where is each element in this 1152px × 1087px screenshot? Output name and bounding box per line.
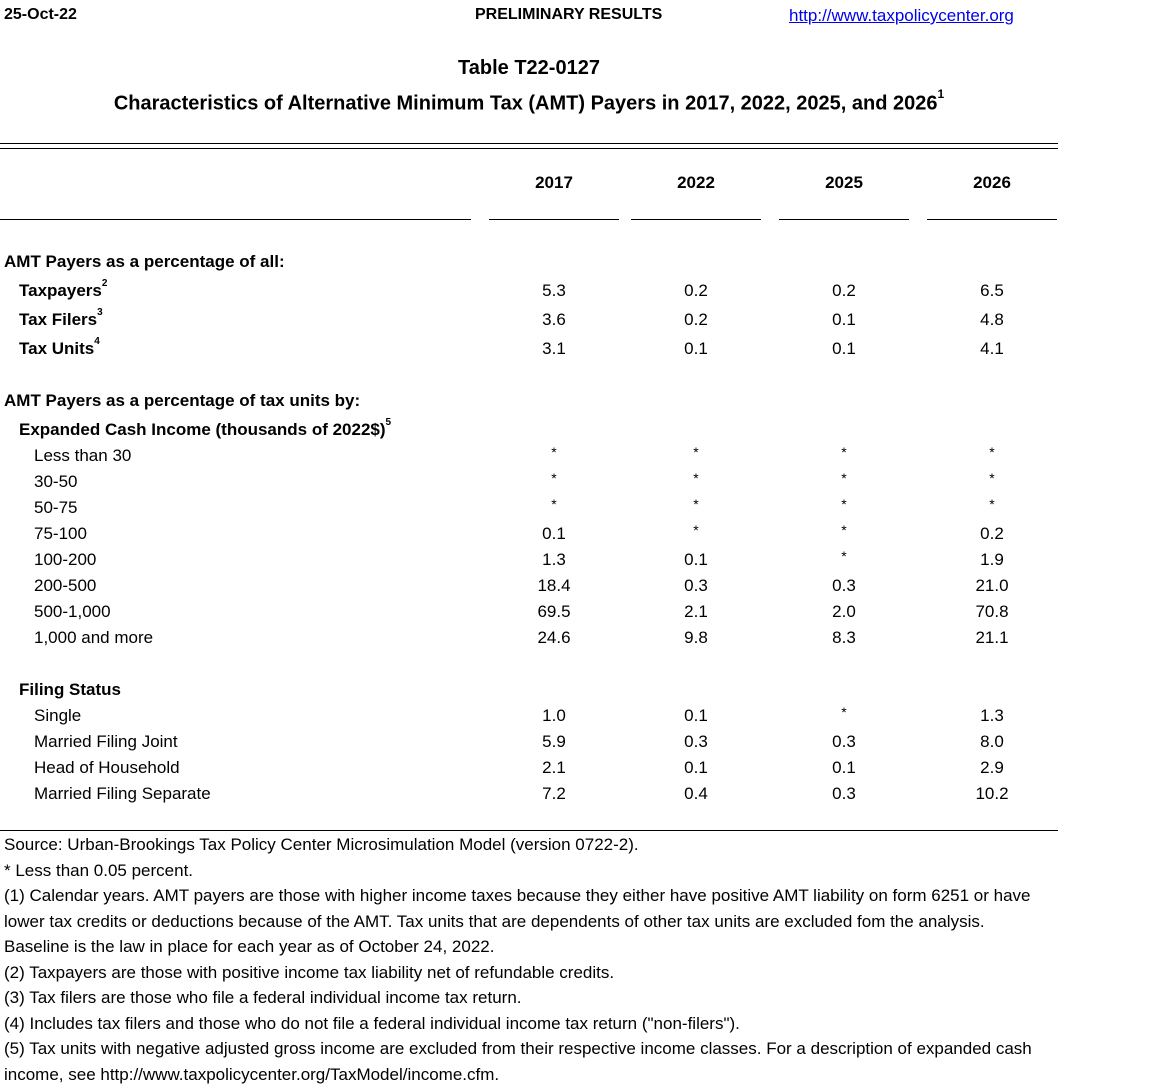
table-row <box>0 498 1058 524</box>
row-label: Married Filing Separate <box>34 784 211 803</box>
cell-2017: * <box>551 470 557 486</box>
column-header-2022: 2022 <box>677 173 715 192</box>
cell-2022: 0.1 <box>684 758 708 777</box>
table-title-footnote: 1 <box>937 87 945 101</box>
cell-2022: 2.1 <box>684 602 708 621</box>
cell-2025: * <box>841 470 847 486</box>
row-label-text: Tax Filers <box>19 310 98 329</box>
header-underline-label <box>0 219 471 220</box>
column-header-2025: 2025 <box>825 173 863 192</box>
header-underline-2017 <box>489 219 619 220</box>
header-underline-2022 <box>631 219 761 220</box>
cell-2026: 10.2 <box>975 784 1009 803</box>
table-title <box>0 87 1058 116</box>
cell-2026: 2.9 <box>980 758 1004 777</box>
section-heading-text: AMT Payers as a percentage of all: <box>4 252 285 271</box>
row-footnote: 4 <box>94 336 100 348</box>
subheading-footnote: 5 <box>385 417 392 429</box>
table-row <box>0 472 1058 498</box>
cell-2025: 0.3 <box>832 784 856 803</box>
subheading-label <box>19 417 392 440</box>
cell-2022: 9.8 <box>684 628 708 647</box>
header-underline-2026 <box>927 219 1057 220</box>
page-header <box>0 4 1058 28</box>
footnotes <box>4 832 1054 1087</box>
section-heading-tax-units <box>0 391 1058 417</box>
cell-2025: * <box>841 444 847 460</box>
cell-2025: 0.1 <box>832 310 856 329</box>
row-label-text: Taxpayers <box>19 281 102 300</box>
row-label: Married Filing Joint <box>34 732 178 751</box>
cell-2017: 0.1 <box>542 524 566 543</box>
cell-2017: 3.1 <box>542 339 566 358</box>
cell-2022: 0.1 <box>684 550 708 569</box>
footnote-3: (3) Tax filers are those who file a federal individual income tax return. <box>4 988 522 1007</box>
table-row <box>0 576 1058 602</box>
cell-2026: * <box>989 496 995 512</box>
row-label: 75-100 <box>34 524 87 543</box>
cell-2025: 0.1 <box>832 339 856 358</box>
cell-2025: 0.1 <box>832 758 856 777</box>
cell-2022: 0.3 <box>684 576 708 595</box>
row-label: 100-200 <box>34 550 97 569</box>
section-heading-text: AMT Payers as a percentage of tax units by: <box>4 391 361 410</box>
cell-2022: 0.3 <box>684 732 708 751</box>
cell-2017: 1.3 <box>542 550 566 569</box>
source-note: Source: Urban-Brookings Tax Policy Center Microsimulation Model (version 0722-2). <box>4 835 639 854</box>
cell-2017: 7.2 <box>542 784 566 803</box>
cell-2017: 69.5 <box>537 602 571 621</box>
cell-2026: 6.5 <box>980 281 1004 300</box>
table-row <box>0 307 1058 336</box>
cell-2022: 0.2 <box>684 281 708 300</box>
cell-2026: 8.0 <box>980 732 1004 751</box>
header-underline-2025 <box>779 219 909 220</box>
table-top-rule <box>0 143 1058 149</box>
row-footnote: 3 <box>97 307 103 319</box>
cell-2026: 70.8 <box>975 602 1009 621</box>
website-link[interactable]: http://www.taxpolicycenter.org <box>789 6 1014 25</box>
cell-2026: * <box>989 470 995 486</box>
cell-2017: * <box>551 444 557 460</box>
cell-2025: 2.0 <box>832 602 856 621</box>
table-row <box>0 706 1058 732</box>
row-footnote: 2 <box>101 278 108 290</box>
table-row <box>0 446 1058 472</box>
cell-2026: 4.1 <box>980 339 1004 358</box>
cell-2025: 8.3 <box>832 628 856 647</box>
cell-2026: 1.9 <box>980 550 1004 569</box>
cell-2025: * <box>841 704 847 720</box>
cell-2022: * <box>693 522 699 538</box>
cell-2017: 5.3 <box>542 281 566 300</box>
row-label: 200-500 <box>34 576 97 595</box>
cell-2025: 0.2 <box>832 281 856 300</box>
cell-2017: 2.1 <box>542 758 566 777</box>
table-row <box>0 278 1058 307</box>
cell-2017: 3.6 <box>542 310 566 329</box>
footnote-4: (4) Includes tax filers and those who do not file a federal individual income tax return ("non-filers"). <box>4 1013 740 1033</box>
cell-2026: 4.8 <box>980 310 1004 329</box>
row-label: 50-75 <box>34 498 78 517</box>
row-label <box>19 336 100 359</box>
cell-2017: 5.9 <box>542 732 566 751</box>
table-row <box>0 628 1058 654</box>
cell-2017: 18.4 <box>537 576 571 595</box>
cell-2022: 0.4 <box>684 784 708 803</box>
report-date: 25-Oct-22 <box>4 6 77 23</box>
table-row <box>0 732 1058 758</box>
table-title-text: Characteristics of Alternative Minimum Tax (AMT) Payers in 2017, 2022, 2025, and 2026 <box>113 92 938 115</box>
footnote-star: * Less than 0.05 percent. <box>4 860 194 880</box>
status-label: PRELIMINARY RESULTS <box>475 6 663 23</box>
row-label: Head of Household <box>34 758 180 777</box>
section-heading-all <box>0 252 1058 278</box>
subheading-text: Filing Status <box>19 680 121 699</box>
subheading-filing-status <box>0 680 1058 706</box>
table-row <box>0 602 1058 628</box>
row-label: 30-50 <box>34 472 78 491</box>
table-row <box>0 550 1058 576</box>
column-header-2026: 2026 <box>973 173 1011 192</box>
row-label-text: Tax Units <box>19 339 95 358</box>
cell-2022: * <box>693 444 699 460</box>
cell-2017: 1.0 <box>542 706 566 725</box>
table-number: Table T22-0127 <box>458 57 600 79</box>
row-label: Less than 30 <box>34 446 132 465</box>
cell-2026: 0.2 <box>980 524 1004 543</box>
footnote-1: (1) Calendar years. AMT payers are those with higher income taxes because they either have positive AMT liability on form 6251 or have lower tax credits or deductions because of the AMT. Tax units that are dependents of other tax units are excluded fom the analysis. Baseline is the law in place for each year as of October 24, 2022. <box>4 886 1031 956</box>
cell-2025: 0.3 <box>832 732 856 751</box>
row-label: Single <box>34 706 82 725</box>
table-row <box>0 758 1058 784</box>
cell-2026: 21.0 <box>975 576 1009 595</box>
row-label: 1,000 and more <box>34 628 154 647</box>
table-row <box>0 784 1058 810</box>
cell-2022: * <box>693 470 699 486</box>
cell-2022: 0.1 <box>684 339 708 358</box>
cell-2017: * <box>551 496 557 512</box>
footnote-2: (2) Taxpayers are those with positive income tax liability net of refundable credits. <box>4 962 615 982</box>
cell-2022: 0.2 <box>684 310 708 329</box>
cell-2026: 21.1 <box>975 628 1009 647</box>
table-row <box>0 524 1058 550</box>
row-label: 500-1,000 <box>34 602 111 621</box>
cell-2026: * <box>989 444 995 460</box>
cell-2022: * <box>693 496 699 512</box>
cell-2017: 24.6 <box>537 628 571 647</box>
row-label <box>19 278 108 301</box>
subheading-income <box>0 417 1058 446</box>
cell-2026: 1.3 <box>980 706 1004 725</box>
row-label <box>19 307 103 330</box>
cell-2022: 0.1 <box>684 706 708 725</box>
table-row <box>0 336 1058 365</box>
subheading-text: Expanded Cash Income (thousands of 2022$) <box>19 420 386 439</box>
cell-2025: * <box>841 548 847 564</box>
cell-2025: 0.3 <box>832 576 856 595</box>
column-header-2017: 2017 <box>535 173 573 192</box>
table-bottom-rule <box>0 830 1058 831</box>
cell-2025: * <box>841 522 847 538</box>
cell-2025: * <box>841 496 847 512</box>
footnote-5: (5) Tax units with negative adjusted gross income are excluded from their respective income classes. For a description of expanded cash income, see http://www.taxpolicycenter.org/TaxModel/income.cfm. <box>4 1039 1032 1084</box>
